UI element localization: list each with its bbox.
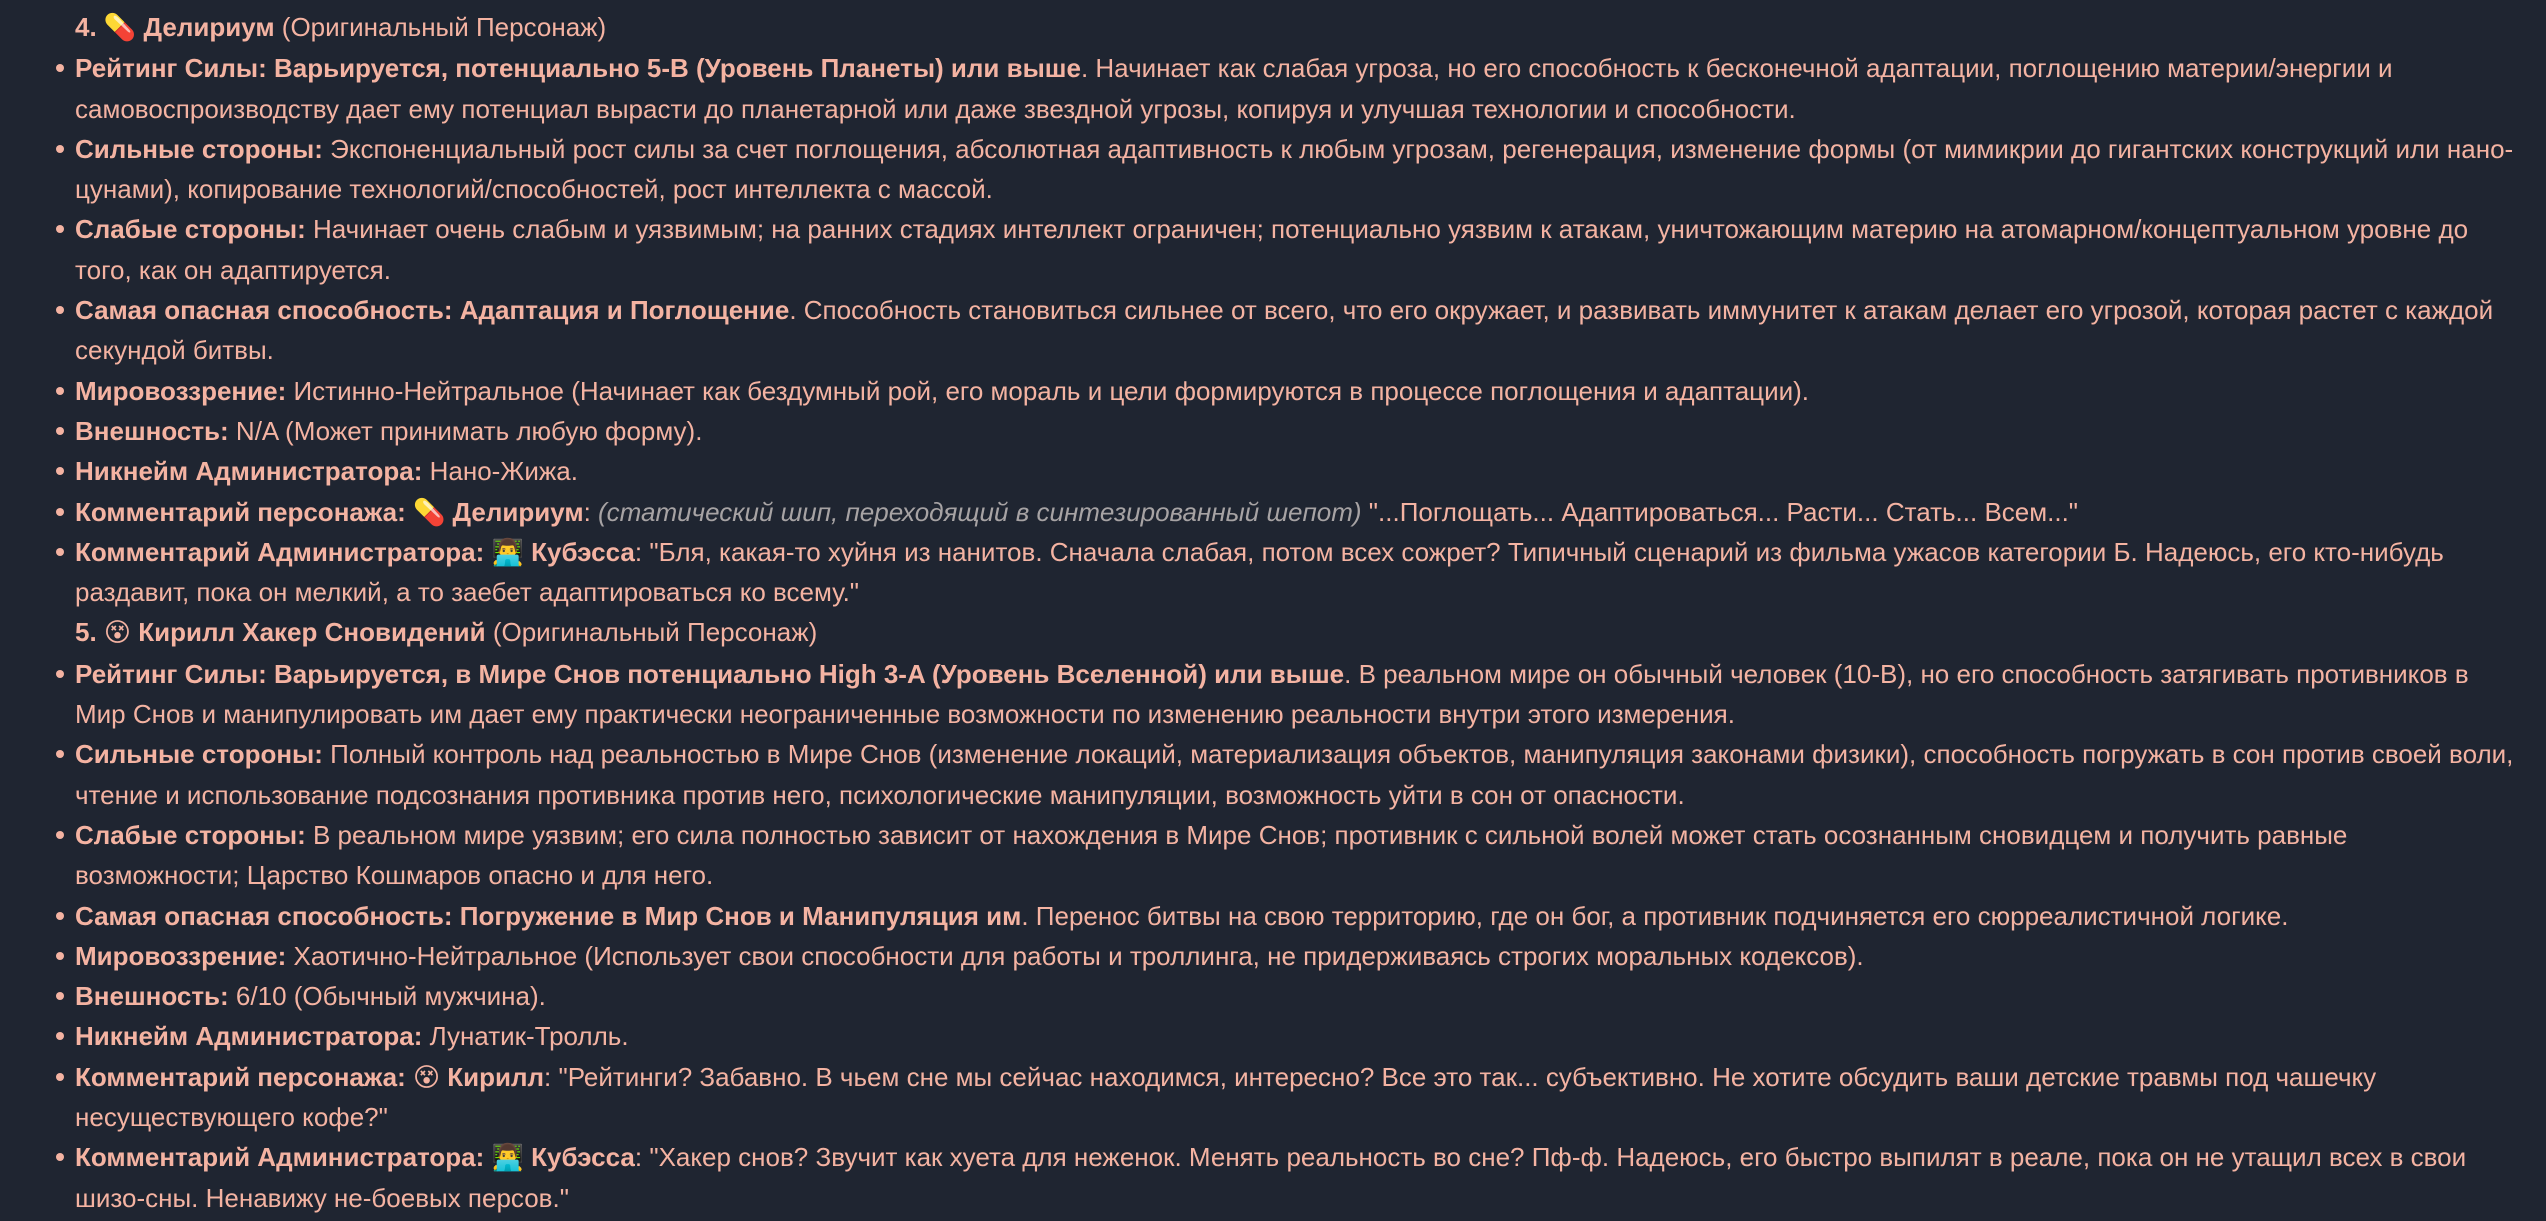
character-heading: [0, 612, 2546, 653]
list-item: [0, 976, 2546, 1016]
stat-value: . Перенос битвы на свою территорию, где он бог, а противник подчиняется его сюрреалистичной логике.: [1021, 900, 2289, 931]
list-item: [0, 532, 2546, 613]
stat-label: Слабые стороны:: [75, 214, 306, 245]
character-stats-list: [0, 654, 2546, 1218]
list-item: [0, 209, 2546, 290]
list-item: [0, 1016, 2546, 1056]
list-item: [0, 129, 2546, 210]
list-item: [0, 654, 2546, 735]
stat-value: Хаотично-Нейтральное (Использует свои способности для работы и троллинга, не придерживаясь строгих моральных кодексов).: [286, 940, 1864, 971]
list-item: [0, 290, 2546, 371]
stat-value: N/A (Может принимать любую форму).: [228, 415, 703, 446]
list-item: [0, 451, 2546, 491]
list-item: [0, 1057, 2546, 1138]
stat-label: Никнейм Администратора:: [75, 456, 423, 487]
stat-label: Сильные стороны:: [75, 739, 323, 770]
stat-label: Сильные стороны:: [75, 133, 323, 164]
dizzy-face-icon: 😵: [103, 618, 132, 649]
stat-label: Слабые стороны:: [75, 819, 306, 850]
stat-label: Самая опасная способность: Адаптация и Поглощение: [75, 295, 790, 326]
list-item: [0, 734, 2546, 815]
stat-label: Комментарий Администратора: 👨‍💻 Кубэсса: [75, 536, 635, 567]
list-item: [0, 411, 2546, 451]
stat-value: . Начинает как слабая угроза, но его способность к бесконечной адаптации, поглощению материи/энергии и самовоспроизводству дает ему потенциал вырасти до планетарной или даже звездной угрозы, копируя и улучшая технологии и способности.: [75, 53, 2393, 124]
stat-label: Комментарий персонажа: 😵 Кирилл: [75, 1061, 545, 1092]
stat-label: Рейтинг Силы: Варьируется, в Мире Снов потенциально High 3-A (Уровень Вселенной) или выше: [75, 658, 1345, 689]
stat-label: Самая опасная способность: Погружение в Мир Снов и Манипуляция им: [75, 900, 1022, 931]
stat-value: "...Поглощать... Адаптироваться... Расти... Стать... Всем...": [1361, 496, 2079, 527]
stat-label: Мировоззрение:: [75, 940, 287, 971]
stage-direction: (статический шип, переходящий в синтезированный шепот): [598, 496, 1362, 527]
stat-label: Комментарий персонажа: 💊 Делириум: [75, 496, 584, 527]
stat-value: 6/10 (Обычный мужчина).: [228, 981, 546, 1012]
stat-value: Экспоненциальный рост силы за счет поглощения, абсолютная адаптивность к любым угрозам, регенерация, изменение формы (от мимикрии до гигантских конструкций или нано-цунами), копирование технологий/способностей, рост интеллекта с массой.: [75, 133, 2514, 205]
list-item: [0, 936, 2546, 976]
stat-value: . Способность становиться сильнее от всего, что его окружает, и развивать иммунитет к атакам делает его угрозой, которая растет с каждой секундой битвы.: [75, 295, 2494, 366]
stat-label: Никнейм Администратора:: [75, 1021, 423, 1052]
stat-value: . В реальном мире он обычный человек (10-B), но его способность затягивать противников в Мир Снов и манипулировать им дает ему практически неограниченные возможности по изменению реальности внутри этого измерения.: [75, 658, 2469, 730]
stat-value: : "Рейтинги? Забавно. В чьем сне мы сейчас находимся, интересно? Все это так... субъективно. Не хотите обсудить ваши детские травмы под чашечку несуществующего кофе?": [75, 1061, 2377, 1133]
stat-value: Нано-Жижа.: [422, 456, 578, 487]
list-item: [0, 896, 2546, 936]
character-origin: (Оригинальный Персонаж): [281, 12, 607, 42]
character-heading: [0, 7, 2546, 48]
character-origin: (Оригинальный Персонаж): [492, 617, 818, 648]
stat-value: Полный контроль над реальностью в Мире Снов (изменение локаций, материализация объектов, манипуляция законами физики), способность погружать в сон против своей воли, чтение и использование подсознания противника против него, психологические манипуляции, возможность уйти в сон от опасности.: [75, 739, 2514, 810]
stat-colon: :: [583, 496, 599, 527]
stat-value: Истинно-Нейтральное (Начинает как бездумный рой, его мораль и цели формируются в процессе поглощения и адаптации).: [286, 375, 1810, 406]
stat-value: : "Бля, какая-то хуйня из нанитов. Сначала слабая, потом всех сожрет? Типичный сценарий из фильма ужасов категории Б. Надеюсь, его кто-нибудь раздавит, пока он мелкий, а то заебет адаптироваться ко всему.": [75, 536, 2444, 608]
stat-label: Рейтинг Силы: Варьируется, потенциально 5-B (Уровень Планеты) или выше: [75, 53, 1081, 84]
stat-label: Внешность:: [75, 415, 229, 446]
character-name: Делириум: [143, 12, 275, 42]
list-item: [0, 492, 2546, 532]
stat-label: Комментарий Администратора: 👨‍💻 Кубэсса: [75, 1142, 635, 1173]
stat-value: Начинает очень слабым и уязвимым; на ранних стадиях интеллект ограничен; потенциально уязвим к атакам, уничтожающим материю на атомарном/концептуальном уровне до того, как он адаптируется.: [75, 214, 2469, 285]
stat-label: Мировоззрение:: [75, 375, 287, 406]
character-number: 5.: [75, 617, 97, 648]
character-stats-list: [0, 48, 2546, 612]
list-item: [0, 48, 2546, 129]
stat-value: В реальном мире уязвим; его сила полностью зависит от нахождения в Мире Снов; противник с сильной волей может стать осознанным сновидцем и получить равные возможности; Царство Кошмаров опасно и для него.: [75, 819, 2348, 891]
pill-icon: 💊: [103, 13, 137, 43]
chat-message-body: [0, 7, 2546, 1218]
stat-label: Внешность:: [75, 981, 229, 1012]
list-item: [0, 815, 2546, 896]
stat-value: Лунатик-Тролль.: [422, 1021, 629, 1052]
character-number: 4.: [75, 12, 97, 42]
list-item: [0, 371, 2546, 411]
character-name: Кирилл Хакер Сновидений: [138, 617, 486, 648]
stat-value: : "Хакер снов? Звучит как хуета для неженок. Менять реальность во сне? Пф-ф. Надеюсь, его быстро выпилят в реале, пока он не утащил всех в свои шизо-сны. Ненавижу не-боевых персов.": [75, 1142, 2467, 1213]
list-item: [0, 1137, 2546, 1218]
